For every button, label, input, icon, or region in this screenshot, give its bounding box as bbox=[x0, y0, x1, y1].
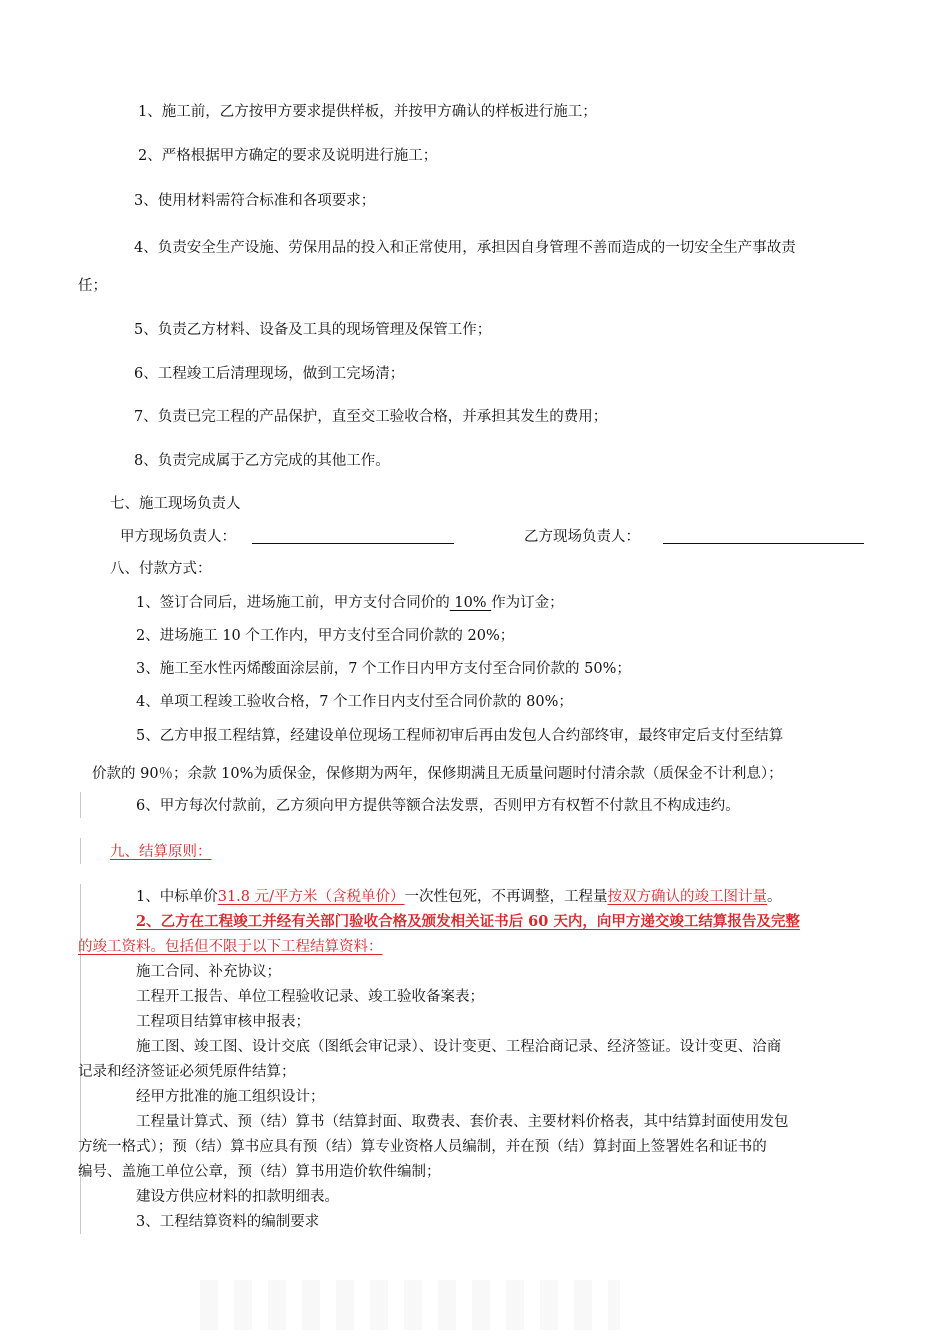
party-a-rep-label: 甲方现场负责人： bbox=[120, 529, 236, 545]
clause-6-1: 1、施工前，乙方按甲方要求提供样板，并按甲方确认的样板进行施工； bbox=[138, 104, 597, 120]
settlement-doc-cont: 记录和经济签证必须凭原件结算； bbox=[78, 1064, 296, 1080]
revision-bar bbox=[80, 838, 81, 864]
section-9-heading: 九、结算原则： bbox=[110, 844, 212, 860]
clause-6-2: 2、严格根据甲方确定的要求及说明进行施工； bbox=[138, 148, 438, 164]
payment-1-text: 1、签订合同后，进场施工前，甲方支付合同价的 bbox=[136, 595, 450, 611]
payment-6: 6、甲方每次付款前，乙方须向甲方提供等额合法发票，否则甲方有权暂不付款且不构成违约。 bbox=[136, 798, 740, 814]
section-8-heading: 八、付款方式： bbox=[110, 561, 212, 577]
settlement-doc-cont: 编号、盖施工单位公章，预（结）算书用造价软件编制； bbox=[78, 1164, 441, 1180]
payment-2: 2、进场施工 10 个工作内，甲方支付至合同价款的 20%； bbox=[136, 628, 515, 644]
clause-6-7: 7、负责已完工程的产品保护，直至交工验收合格，并承担其发生的费用； bbox=[134, 409, 608, 425]
payment-5-cont: 价款的 90％；余款 10%为质保金，保修期为两年，保修期满且无质量问题时付清余款（质保金不计利息）； bbox=[92, 766, 783, 782]
payment-5: 5、乙方申报工程结算，经建设单位现场工程师初审后再由发包人合约部终审，最终审定后支付至结算 bbox=[136, 728, 784, 744]
section-7-heading: 七、施工现场负责人 bbox=[110, 496, 241, 512]
settlement-doc: 建设方供应材料的扣款明细表。 bbox=[136, 1189, 339, 1205]
clause-6-8: 8、负责完成属于乙方完成的其他工作。 bbox=[134, 453, 390, 469]
settlement-doc: 工程项目结算审核申报表； bbox=[136, 1014, 310, 1030]
settlement-doc: 工程开工报告、单位工程验收记录、竣工验收备案表； bbox=[136, 989, 484, 1005]
payment-1 bbox=[136, 593, 564, 613]
settlement-doc: 施工图、竣工图、设计交底（图纸会审记录）、设计变更、工程洽商记录、经济签证。设计变更、洽商 bbox=[136, 1039, 782, 1055]
unit-price: 31.8 元/平方米（含税单价） bbox=[217, 889, 405, 905]
clause-6-6: 6、工程竣工后清理现场，做到工完场清； bbox=[134, 366, 405, 382]
settlement-1-mid: 一次性包死，不再调整，工程量 bbox=[404, 889, 608, 905]
settlement-3: 3、工程结算资料的编制要求 bbox=[136, 1214, 320, 1230]
payment-4: 4、单项工程竣工验收合格，7 个工作日内支付至合同价款的 80%； bbox=[136, 694, 573, 710]
settlement-doc: 经甲方批准的施工组织设计； bbox=[136, 1089, 325, 1105]
settlement-doc-cont: 方统一格式）；预（结）算书应具有预（结）算专业资格人员编制，并在预（结）算封面上签署姓名和证书的 bbox=[78, 1139, 767, 1155]
clause-6-3: 3、使用材料需符合标准和各项要求； bbox=[134, 193, 376, 209]
deposit-percent: 10% bbox=[449, 595, 492, 611]
party-b-rep-label: 乙方现场负责人： bbox=[524, 529, 640, 545]
settlement-2-cont: 的竣工资料。包括但不限于以下工程结算资料： bbox=[78, 939, 383, 955]
clause-6-4-cont: 任； bbox=[78, 278, 107, 294]
settlement-2: 2、乙方在工程竣工并经有关部门验收合格及颁发相关证书后 60 天内，向甲方递交竣工结算报告及完整 bbox=[136, 913, 800, 930]
payment-1-tail: 作为订金； bbox=[491, 595, 564, 611]
settlement-1-end: 。 bbox=[767, 889, 782, 905]
clause-6-4: 4、负责安全生产设施、劳保用品的投入和正常使用，承担因自身管理不善而造成的一切安全生产事故责 bbox=[134, 240, 796, 256]
settlement-1 bbox=[136, 887, 782, 907]
revision-bar bbox=[80, 792, 81, 818]
party-a-rep-line[interactable] bbox=[252, 543, 454, 544]
settlement-doc: 工程量计算式、预（结）算书（结算封面、取费表、套价表、主要材料价格表，其中结算封面使用发包 bbox=[136, 1114, 789, 1130]
payment-3: 3、施工至水性丙烯酸面涂层前，7 个工作日内甲方支付至合同价款的 50%； bbox=[136, 661, 631, 677]
quantity-basis: 按双方确认的竣工图计量 bbox=[607, 889, 768, 905]
party-b-rep-line[interactable] bbox=[663, 543, 864, 544]
settlement-doc: 施工合同、补充协议； bbox=[136, 964, 281, 980]
clause-6-5: 5、负责乙方材料、设备及工具的现场管理及保管工作； bbox=[134, 322, 492, 338]
faint-watermark bbox=[200, 1280, 620, 1330]
settlement-1-text: 1、中标单价 bbox=[136, 889, 218, 905]
